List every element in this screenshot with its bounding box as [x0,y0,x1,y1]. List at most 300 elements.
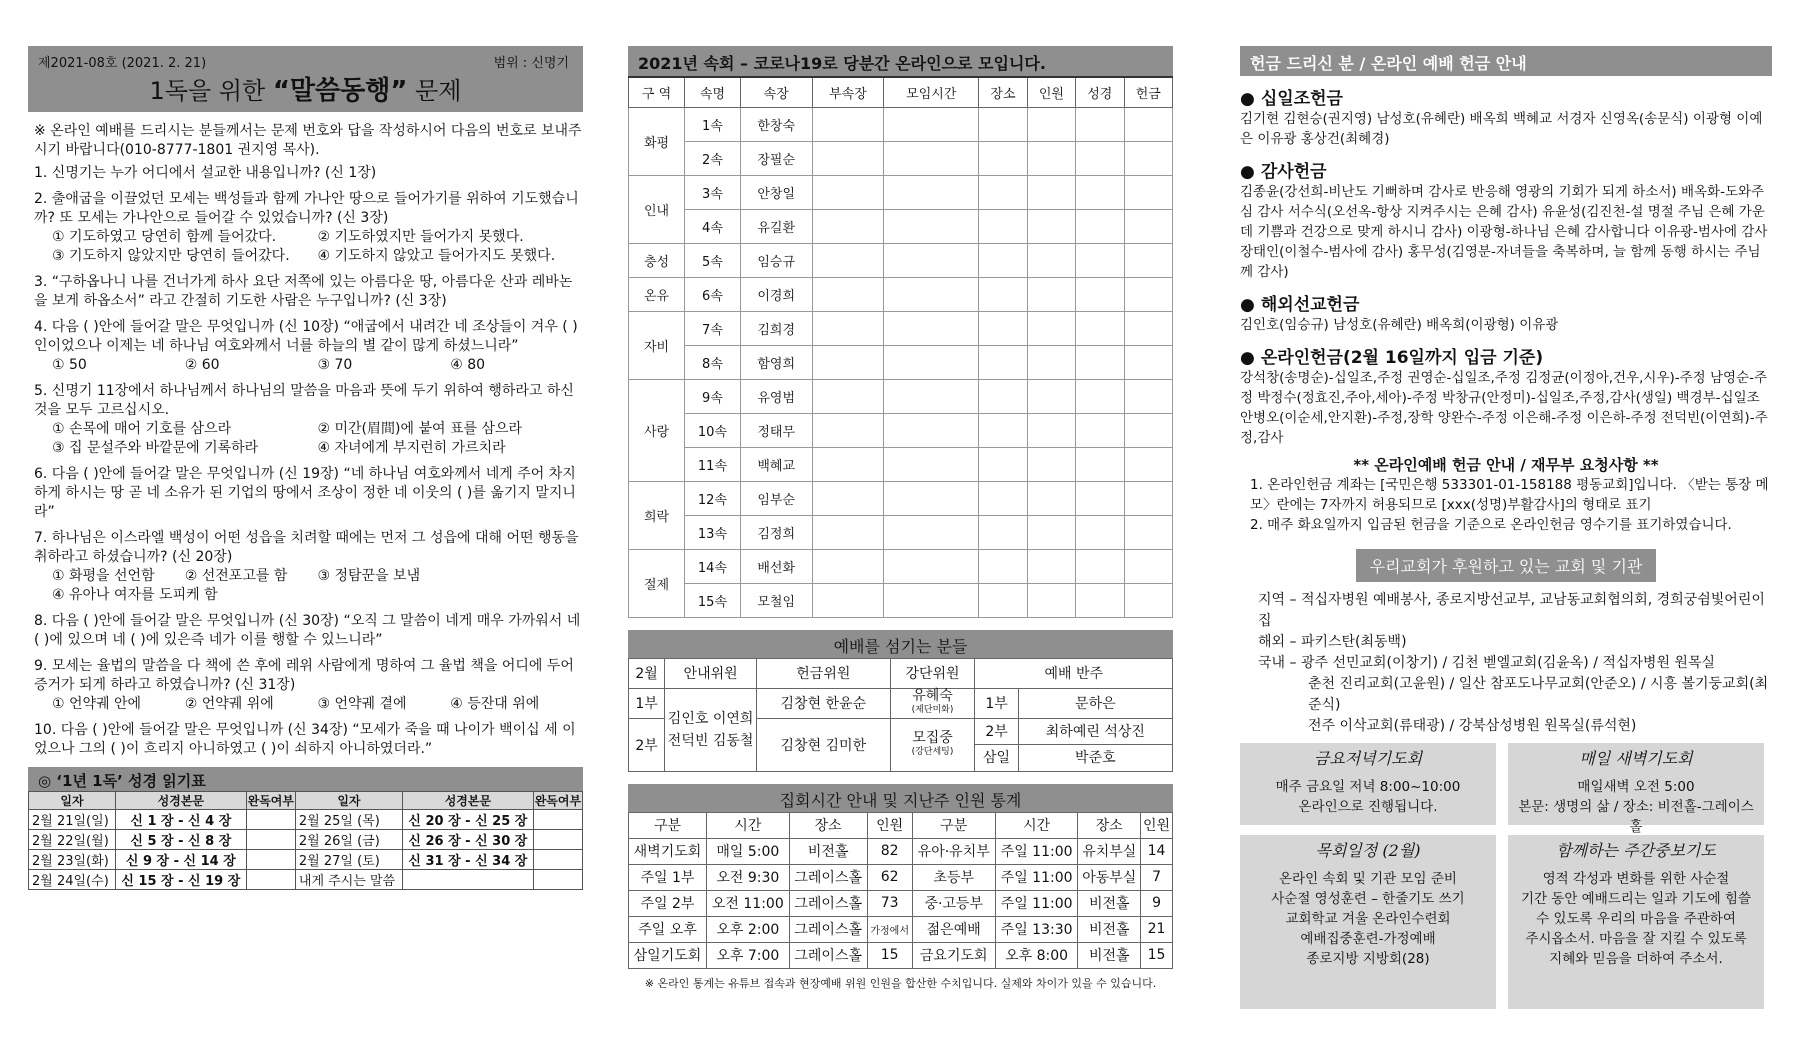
stat-cell: 아동부실 [1078,864,1141,890]
info-box-line: 온라인으로 진행됩니다. [1298,799,1438,815]
cell-blank [1076,175,1124,209]
cell-blank [979,311,1027,345]
reading-cell [246,830,295,850]
cell-leader: 임승규 [740,243,812,277]
question-text: 7. 하나님은 이스라엘 백성이 어떤 성읍을 치려할 때에는 먼저 그 성읍에 대해 어떤 행동을 취하라고 하셨습니까? (신 20장) [34,530,579,565]
reading-row [29,810,583,830]
option: ① 50 [52,357,87,373]
cell-group-title: 2021년 속회 – 코로나19로 당분간 온라인으로 모입니다. [628,46,1173,76]
cell-blank [1124,413,1172,447]
cell-blank [979,413,1027,447]
reading-cell: 2월 21일(일) [29,810,116,830]
question-item [34,721,583,759]
cell-leader: 백혜교 [740,447,812,481]
district-name: 희락 [629,481,685,549]
cell-blank [979,209,1027,243]
cell-leader: 임부순 [740,481,812,515]
question-options [34,420,583,458]
question-item [34,465,583,522]
cell-blank [1124,243,1172,277]
stat-cell: 주일 11:00 [995,890,1078,916]
offering-column [1240,46,1772,1009]
tithe-body: 김기현 김현승(권지영) 남성호(유혜란) 배옥희 백혜교 서경자 신영옥(송문식) 이광형 이예은 이유광 홍상건(최혜경) [1240,111,1763,147]
question-item [34,318,583,375]
info-box-line: 온라인 속회 및 기관 모임 준비 [1279,871,1457,887]
cell-header: 모임시간 [884,77,979,107]
cell-blank [979,277,1027,311]
stat-header: 시간 [706,812,789,838]
stat-header: 장소 [1078,812,1141,838]
stats-title: 집회시간 안내 및 지난주 인원 통계 [628,784,1173,812]
reading-cell: 2월 27일 (토) [295,850,402,870]
stat-cell: 삼일기도회 [629,942,707,968]
serve-part-1: 1부 [629,688,665,718]
reading-plan-table [28,791,583,890]
info-box [1508,743,1764,835]
cell-number: 10속 [685,413,741,447]
cell-group-row [629,515,1173,549]
cell-blank [884,175,979,209]
stat-cell: 비전홀 [1078,916,1141,942]
option: ③ 집 문설주와 바깥문에 기록하라 [52,440,259,456]
stat-cell: 그레이스홀 [789,890,867,916]
cell-group-row [629,379,1173,413]
support-header-wrap [1240,535,1772,582]
stat-cell: 73 [867,890,912,916]
stat-cell: 금요기도회 [912,942,995,968]
reading-cell [533,830,582,850]
cell-blank [812,583,884,617]
info-box-line: 지혜와 믿음을 더하여 주소서. [1549,951,1723,967]
cell-blank [884,277,979,311]
cell-blank [979,345,1027,379]
cell-group-table [628,76,1173,618]
cell-header: 속장 [740,77,812,107]
serve-part-2: 2부 [629,718,665,771]
cell-blank [1124,447,1172,481]
reading-cell: 신 26 장 - 신 30 장 [403,830,534,850]
option: ④ 등잔대 위에 [450,696,540,712]
cell-blank [884,583,979,617]
cell-blank [884,481,979,515]
cell-blank [1124,107,1172,141]
cell-leader: 정태무 [740,413,812,447]
cell-blank [812,549,884,583]
cell-blank [1027,583,1075,617]
cell-number: 1속 [685,107,741,141]
stat-cell: 21 [1141,916,1173,942]
cell-blank [1076,583,1124,617]
cell-blank [1076,107,1124,141]
cell-blank [812,243,884,277]
stat-cell: 주일 11:00 [995,864,1078,890]
cell-leader: 함영희 [740,345,812,379]
cell-blank [979,549,1027,583]
stat-header: 구분 [912,812,995,838]
info-box-title: 목회일정 (2월) [1315,841,1421,860]
support-line: 해외 – 파키스탄(최동백) [1258,634,1407,650]
question-text: 1. 신명기는 누가 어디에서 설교한 내용입니까? (신 1장) [34,165,377,181]
question-text: 2. 출애굽을 이끌었던 모세는 백성들과 함께 가나안 땅으로 들어가기를 위하여 기도했습니까? 또 모세는 가나안으로 들어갈 수 있었습니까? (신 3장) [34,191,579,226]
choir-part-3: 삼일 [983,749,1011,766]
info-box-line: 매일새벽 오전 5:00 [1577,779,1695,795]
mission-body: 김인호(임승규) 남성호(유혜란) 배옥희(이광형) 이유광 [1240,317,1559,333]
cell-blank [884,515,979,549]
reading-row [29,870,583,890]
reading-cell: 신 9 장 - 신 14 장 [115,850,246,870]
cell-blank [1124,311,1172,345]
cell-blank [1027,141,1075,175]
reading-header: 완독여부 [533,792,582,810]
cell-number: 6속 [685,277,741,311]
cell-blank [979,175,1027,209]
cell-blank [1124,141,1172,175]
cell-number: 8속 [685,345,741,379]
cell-blank [812,515,884,549]
cell-header: 속명 [685,77,741,107]
cell-blank [812,481,884,515]
cell-blank [812,311,884,345]
thanks-body: 김종윤(강선희-비난도 기뻐하며 감사로 반응해 영광의 기회가 되게 하소서) 배옥화-도와주심 감사 서수식(오선옥-항상 지켜주시는 은혜 감사) 유윤성(김진천-설 명절 주님 은혜 가운데 기쁨과 건강으로 맞게 하시니 감사) 이광형-하나님 은혜 감사합니다 이유광-범사에 감사 장태인(이철수-범사에 감사) 홍무성(김영분-자녀들을 축복하며, 늘 함께 동행 하시는 주님께 감사) [1240,184,1768,280]
stat-header: 시간 [995,812,1078,838]
cell-blank [812,209,884,243]
stat-cell: 주일 13:30 [995,916,1078,942]
district-name: 사랑 [629,379,685,481]
question-text: 5. 신명기 11장에서 하나님께서 하나님의 말씀을 마음과 뜻에 두기 위하여 행하라고 하신 것을 모두 고르십시오. [34,383,574,418]
cell-header: 장소 [979,77,1027,107]
cell-blank [979,243,1027,277]
serve-guide-names: 김인호 이연희 전덕빈 김동철 [665,688,757,771]
cell-group-row [629,243,1173,277]
district-name: 자비 [629,311,685,379]
stat-header: 구분 [629,812,707,838]
reading-cell: 신 20 장 - 신 25 장 [403,810,534,830]
reading-cell: 2월 26일 (금) [295,830,402,850]
cell-group-row [629,107,1173,141]
reading-header: 완독여부 [246,792,295,810]
cell-leader: 모철임 [740,583,812,617]
cell-blank [812,277,884,311]
pulpit-1-name: 유혜숙 [912,688,953,704]
cell-leader: 안창일 [740,175,812,209]
reading-cell: 2월 23일(화) [29,850,116,870]
cell-number: 5속 [685,243,741,277]
reading-plan-title: ◎ ‘1년 1독’ 성경 읽기표 [28,767,583,791]
cell-leader: 유길환 [740,209,812,243]
info-box-line: 수 있도록 우리의 마음을 주관하여 [1536,911,1736,927]
stat-cell: 15 [867,942,912,968]
reading-cell: 신 15 장 - 신 19 장 [115,870,246,890]
option: ① 언약궤 안에 [52,696,142,712]
option: ④ 기도하지 않았고 들어가지도 못했다. [317,248,556,264]
cell-blank [1124,209,1172,243]
request-2: 2. 매주 화요일까지 입금된 헌금을 기준으로 온라인헌금 영수기를 표기하였습니다. [1250,517,1732,533]
stat-cell: 주일 11:00 [995,838,1078,864]
reading-cell [403,870,534,890]
cell-blank [1076,447,1124,481]
question-item [34,190,583,266]
stat-cell: 비전홀 [1078,942,1141,968]
stat-header: 인원 [1141,812,1173,838]
choir-part-1: 1부 [975,688,1018,718]
stat-row [629,838,1173,864]
stat-cell: 82 [867,838,912,864]
question-text: 9. 모세는 율법의 말씀을 다 책에 쓴 후에 레위 사람에게 명하여 그 율법 책을 어디에 두어 증거가 되게 하라고 하였습니까? (신 31장) [34,658,574,693]
info-box-title: 함께하는 주간중보기도 [1556,841,1716,860]
cell-leader: 배선화 [740,549,812,583]
cell-blank [1076,311,1124,345]
cell-number: 4속 [685,209,741,243]
info-box-line: 예배집중훈련-가정예배 [1300,931,1436,947]
cell-group-row [629,141,1173,175]
request-1: 1. 온라인헌금 계좌는 [국민은행 533301-01-158188 평동교회]입니다. 〈받는 통장 메모〉란에는 7자까지 허용되므로 [xxx(성명)부활감사]의 형태로 표기 [1250,477,1769,513]
servers-title: 예배를 섬기는 분들 [628,630,1173,658]
question-options [34,228,583,266]
question-item [34,657,583,714]
stat-row [629,916,1173,942]
serve-pulpit-1 [890,688,975,718]
option: ① 기도하였고 당연히 함께 들어갔다. [52,229,277,245]
choir-names-2-3 [1018,718,1172,771]
question-text: 10. 다음 ( )안에 들어갈 말은 무엇입니까 (신 34장) “모세가 죽을 때 나이가 백이십 세 이었으나 그의 ( )이 흐리지 아니하였고 ( )이 쇠하지 아니하였더라.” [34,722,576,757]
stat-cell: 매일 5:00 [706,838,789,864]
info-box-title: 금요저녁기도회 [1313,749,1423,768]
cell-blank [1076,141,1124,175]
info-box-line: 교회학교 겨울 온라인수련회 [1285,911,1451,927]
stat-cell: 주일 오후 [629,916,707,942]
info-box-line: 기간 동안 예배드리는 일과 기도에 힘쓸 [1520,891,1752,907]
info-box-title: 매일 새벽기도회 [1579,749,1693,768]
pulpit-2-name: 모집중 [912,729,953,746]
cell-blank [979,379,1027,413]
cell-blank [1124,277,1172,311]
cell-blank [1027,379,1075,413]
reading-cell [246,870,295,890]
question-text: 3. “구하옵나니 나를 건너가게 하사 요단 저쪽에 있는 아름다운 땅, 아름다운 산과 레바논을 보게 하옵소서” 라고 간절히 기도한 사람은 누구입니까? (신 3장) [34,274,573,309]
support-line: 지역 – 적십자병원 예배봉사, 종로지방선교부, 교남동교회협의회, 경희궁쉼빛어린이집 [1258,592,1765,629]
stat-cell: 비전홀 [789,838,867,864]
stat-cell: 오전 9:30 [706,864,789,890]
cell-blank [1027,515,1075,549]
cell-blank [812,107,884,141]
cell-header: 구 역 [629,77,685,107]
choir-name-2: 최하예린 석상진 [1019,719,1172,745]
cell-blank [812,141,884,175]
cell-blank [1076,345,1124,379]
serve-head-offering: 헌금위원 [757,658,890,688]
stat-cell: 7 [1141,864,1173,890]
district-name: 절제 [629,549,685,617]
cell-number: 12속 [685,481,741,515]
stat-cell: 가정에서 [867,916,912,942]
cell-blank [812,379,884,413]
cell-header: 부속장 [812,77,884,107]
stat-cell: 유치부실 [1078,838,1141,864]
question-item [34,164,583,183]
stat-row [629,890,1173,916]
stat-cell: 초등부 [912,864,995,890]
support-line: 전주 이삭교회(류태광) / 강북삼성병원 원목실(류석현) [1308,718,1637,734]
cell-blank [1076,209,1124,243]
cell-number: 13속 [685,515,741,549]
cell-blank [812,345,884,379]
cell-blank [1027,413,1075,447]
stat-cell: 오전 11:00 [706,890,789,916]
option: ③ 70 [317,357,353,373]
reading-cell: 신 31 장 - 신 34 장 [403,850,534,870]
cell-blank [1027,209,1075,243]
cell-blank [979,107,1027,141]
support-line: 춘천 진리교회(고윤원) / 일산 참포도나무교회(안준오) / 시흥 볼기둥교회(최준식) [1308,676,1769,713]
cell-leader: 유영범 [740,379,812,413]
reading-row [29,830,583,850]
cell-blank [1124,345,1172,379]
cell-blank [884,345,979,379]
cell-blank [1076,515,1124,549]
cell-blank [1124,481,1172,515]
info-box-line: 매주 금요일 저녁 8:00~10:00 [1275,779,1461,795]
cell-blank [884,311,979,345]
info-box-line: 본문: 생명의 삶 / 장소: 비전홀-그레이스홀 [1518,799,1754,835]
stats-table [628,812,1173,969]
option: ② 미간(眉間)에 붙여 표를 삼으라 [317,421,523,437]
reading-header: 성경본문 [115,792,246,810]
cell-group-row [629,311,1173,345]
cell-group-row [629,447,1173,481]
cell-blank [1076,277,1124,311]
cell-blank [812,175,884,209]
info-box [1240,743,1496,825]
info-box-line: 영적 각성과 변화를 위한 사순절 [1542,871,1730,887]
cell-blank [1027,243,1075,277]
choir-name-3: 박준호 [1075,749,1116,766]
cell-blank [1124,515,1172,549]
choir-name-1: 문하은 [1018,688,1172,718]
cell-blank [1027,277,1075,311]
option: ④ 80 [450,357,486,373]
stat-cell: 9 [1141,890,1173,916]
stat-row [629,942,1173,968]
reading-cell: 신 5 장 - 신 8 장 [115,830,246,850]
cell-blank [884,209,979,243]
stat-cell: 젊은예배 [912,916,995,942]
thanks-title: ● 감사헌금 [1240,157,1772,182]
serve-offering-1: 김창현 한윤순 [757,688,890,718]
mission-title: ● 해외선교헌금 [1240,290,1772,315]
info-box [1240,835,1496,1009]
reading-cell [533,810,582,830]
reading-cell [246,850,295,870]
cell-number: 7속 [685,311,741,345]
stat-header: 인원 [867,812,912,838]
cell-blank [1027,481,1075,515]
serve-offering-2: 김창현 김미한 [757,718,890,771]
pulpit-1-role: (제단미화) [911,705,954,715]
question-item [34,529,583,605]
option: ① 화평을 선언함 [52,568,155,584]
cell-number: 9속 [685,379,741,413]
cell-blank [1076,549,1124,583]
cell-header: 헌금 [1124,77,1172,107]
stat-header: 장소 [789,812,867,838]
stat-cell: 비전홀 [1078,890,1141,916]
option: ③ 정탐꾼을 보냄 [317,568,421,584]
cell-group-row [629,413,1173,447]
cell-number: 15속 [685,583,741,617]
cell-blank [884,379,979,413]
reading-cell: 2월 22일(월) [29,830,116,850]
serve-head-pulpit: 강단위원 [890,658,975,688]
cell-group-column [628,46,1173,991]
info-box [1508,835,1764,1009]
info-box-line: 사순절 영성훈련 – 한줄기도 쓰기 [1271,891,1465,907]
cell-blank [884,447,979,481]
pulpit-2-role: (강단세팅) [911,746,954,757]
cell-group-row [629,481,1173,515]
option: ① 손목에 매어 기호를 삼으라 [52,421,232,437]
stat-cell: 주일 2부 [629,890,707,916]
cell-blank [1027,549,1075,583]
reading-header: 일자 [295,792,402,810]
stat-cell: 오후 2:00 [706,916,789,942]
cell-blank [1076,481,1124,515]
stat-cell: 새벽기도회 [629,838,707,864]
cell-blank [812,413,884,447]
stat-cell: 62 [867,864,912,890]
stat-cell: 중·고등부 [912,890,995,916]
cell-blank [1076,243,1124,277]
online-body: 강석창(송명순)-십일조,주정 권영순-십일조,주정 김정균(이정아,건우,시우)-주정 남영순-주정 박정수(정효진,주아,세아)-주정 박창규(안정미)-십일조,주정,감사(생일) 백경부-십일조 안병오(이순세,안지환)-주정,장학 양완수-주정 이은해-주정 이은하-주정 전덕빈(이연희)-주정,감사 [1240,370,1768,446]
cell-header: 성경 [1076,77,1124,107]
choir-part-2: 2부 [975,719,1017,745]
cell-group-row [629,277,1173,311]
stat-cell: 그레이스홀 [789,916,867,942]
question-item [34,382,583,458]
stat-cell: 그레이스홀 [789,864,867,890]
cell-blank [1027,345,1075,379]
cell-blank [979,447,1027,481]
cell-blank [979,583,1027,617]
question-text: 6. 다음 ( )안에 들어갈 말은 무엇입니까 (신 19장) “네 하나님 여호와께서 네게 주어 차지하게 하시는 땅 곧 네 소유가 된 기업의 땅에서 조상이 정한 네 이웃의 ( )를 옮기지 말지니라” [34,466,576,520]
reading-cell: 2월 24일(수) [29,870,116,890]
info-box-line: 주시옵소서. 마음을 잘 지킬 수 있도록 [1525,931,1747,947]
reading-header: 일자 [29,792,116,810]
serve-head-choir: 예배 반주 [975,658,1173,688]
reading-cell [533,870,582,890]
support-line: 국내 – 광주 선민교회(이창기) / 김천 벧엘교회(김윤옥) / 적십자병원 원목실 [1258,655,1716,671]
district-name: 화평 [629,107,685,175]
cell-leader: 이경희 [740,277,812,311]
district-name: 충성 [629,243,685,277]
reading-cell: 2월 25일 (목) [295,810,402,830]
cell-group-row [629,549,1173,583]
question-options [34,356,583,375]
cell-group-row [629,345,1173,379]
cell-blank [884,549,979,583]
reading-cell [246,810,295,830]
stats-footnote: ※ 온라인 통계는 유튜브 접속과 현장예배 위원 인원을 합산한 수치입니다. 실제와 차이가 있을 수 있습니다. [644,976,1157,990]
info-box-line: 종로지방 지방회(28) [1306,951,1430,967]
quiz-header [28,46,583,112]
reading-header: 성경본문 [403,792,534,810]
cell-blank [1124,175,1172,209]
stat-cell: 오후 7:00 [706,942,789,968]
district-name: 인내 [629,175,685,243]
cell-leader: 김희경 [740,311,812,345]
stat-cell: 오후 8:00 [995,942,1078,968]
cell-blank [1027,447,1075,481]
stat-cell: 14 [1141,838,1173,864]
